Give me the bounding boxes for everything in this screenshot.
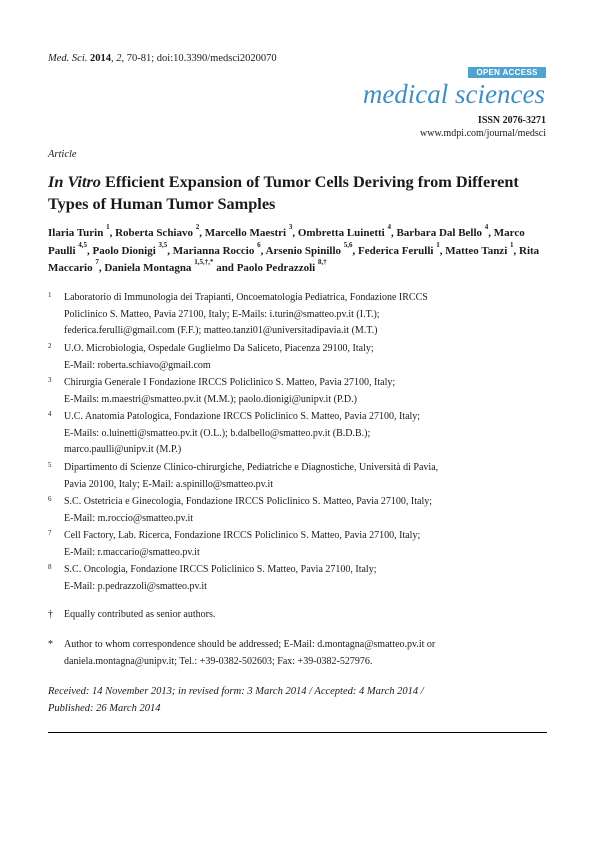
author-separator: ,: [167, 244, 173, 257]
correspondence-line: Author to whom correspondence should be addressed; E-Mail: d.montagna@smatteo.pv.it or: [64, 639, 436, 650]
author-name: Marco Paulli: [48, 227, 525, 257]
author-affiliation-mark: 1: [436, 240, 440, 249]
affiliation-line: Cell Factory, Lab. Ricerca, Fondazione IRCCS Policlinico S. Matteo, Pavia 27100, Italy;: [64, 530, 421, 541]
author-name: Matteo Tanzi: [445, 244, 508, 257]
journal-website-link[interactable]: www.mdpi.com/journal/medsci: [420, 128, 546, 139]
affiliation-line: Chirurgia Generale I Fondazione IRCCS Policlinico S. Matteo, Pavia 27100, Italy;: [64, 377, 396, 388]
affiliation-6: [48, 494, 548, 527]
author-affiliation-mark: 7: [95, 258, 99, 266]
author-name: Daniela Montagna: [104, 262, 192, 274]
affiliation-line: E-Mails: m.maestri@smatteo.pv.it (M.M.); paolo.dionigi@unipv.it (P.D.): [64, 393, 357, 405]
affiliation-line: marco.paulli@unipv.it (M.P.): [64, 444, 182, 456]
author-name: Paolo Pedrazzoli: [236, 262, 316, 274]
author-name: Marianna Roccio: [172, 244, 255, 257]
dagger-note-text: Equally contributed as senior authors.: [64, 609, 216, 620]
dagger-note: [48, 607, 548, 624]
author-affiliation-mark: 4,5: [78, 240, 88, 249]
author-separator: ,: [87, 244, 93, 257]
article-type: Article: [48, 149, 77, 160]
correspondence-note: [48, 637, 548, 670]
author-separator: ,: [98, 262, 105, 274]
affiliation-line: Laboratorio di Immunologia dei Trapianti, Oncoematologia Pediatrica, Fondazione IRCCS: [64, 292, 428, 303]
author-affiliation-mark: 1: [106, 223, 110, 231]
affiliation-7: [48, 528, 548, 561]
author-affiliation-mark: 4: [484, 223, 489, 231]
affiliation-line: federica.ferulli@gmail.com (F.F.); matteo.tanzi01@universitadipavia.it (M.T.): [64, 325, 378, 337]
dagger-symbol: †: [48, 609, 53, 620]
affiliation-number: 3: [48, 376, 52, 384]
citation-line: Med. Sci. 2014, 2, 70-81; doi:10.3390/medsci2020070: [48, 53, 277, 64]
affiliation-number: 4: [48, 410, 52, 418]
author-name: Ilaria Turin: [48, 227, 104, 239]
author-affiliation-mark: 2: [195, 223, 200, 231]
affiliation-number: 8: [48, 563, 52, 571]
author-separator: ,: [109, 227, 116, 239]
history-line: Published: 26 March 2014: [48, 703, 161, 714]
citation-year: 2014: [90, 53, 111, 64]
affiliation-1: [48, 290, 548, 340]
affiliation-3: [48, 375, 548, 408]
citation-pages-doi: , 70-81; doi:10.3390/medsci2020070: [121, 53, 277, 64]
affiliation-line: E-Mails: o.luinetti@smatteo.pv.it (O.L.); b.dalbello@smatteo.pv.it (B.D.B.);: [64, 427, 371, 439]
affiliation-line: Policlinico S. Matteo, Pavia 27100, Italy; E-Mails: i.turin@smatteo.pv.it (I.T.);: [64, 308, 380, 320]
author-name: Ombretta Luinetti: [297, 227, 385, 239]
author-affiliation-mark: 3: [288, 223, 293, 231]
star-symbol: *: [48, 639, 53, 650]
affiliation-line: S.C. Oncologia, Fondazione IRCCS Policlinico S. Matteo, Pavia 27100, Italy;: [64, 564, 377, 575]
affiliation-line: E-Mail: r.maccario@smatteo.pv.it: [64, 546, 200, 558]
divider-line: [48, 732, 547, 733]
author-separator: ,: [292, 227, 298, 239]
author-name: Rita Maccario: [48, 244, 540, 274]
affiliation-number: 7: [48, 529, 52, 537]
journal-name: medical sciences: [362, 79, 545, 109]
author-affiliation-mark: 6: [257, 240, 261, 249]
affiliation-number: 2: [48, 342, 52, 350]
publication-history: [48, 683, 548, 717]
author-name: Marcello Maestri: [204, 227, 287, 239]
author-affiliation-mark: 5,6: [343, 240, 353, 249]
correspondence-line: daniela.montagna@unipv.it; Tel.: +39-0382-502603; Fax: +39-0382-527976.: [64, 655, 373, 667]
author-name: Federica Ferulli: [358, 244, 434, 257]
citation-volume: 2: [116, 53, 122, 64]
affiliation-4: [48, 409, 548, 459]
author-name: Barbara Dal Bello: [396, 227, 483, 239]
affiliation-number: 1: [48, 291, 52, 299]
author-separator: ,: [199, 227, 205, 239]
open-access-badge: OPEN ACCESS: [468, 67, 546, 78]
affiliation-line: S.C. Ostetricia e Ginecologia, Fondazione IRCCS Policlinico S. Matteo, Pavia 27100, Italy;: [64, 496, 433, 507]
author-affiliation-mark: 3,5: [158, 240, 168, 249]
affiliation-line: E-Mail: roberta.schiavo@gmail.com: [64, 359, 211, 371]
affiliation-line: Pavia 20100, Italy; E-Mail: a.spinillo@smatteo.pv.it: [64, 478, 274, 490]
author-separator: ,: [352, 244, 359, 257]
author-name: Roberta Schiavo: [115, 227, 193, 239]
issn: ISSN 2076-3271: [477, 115, 546, 126]
author-affiliation-mark: 8,†: [317, 258, 327, 266]
affiliation-8: [48, 562, 548, 595]
affiliation-5: [48, 460, 548, 493]
affiliation-line: E-Mail: m.roccio@smatteo.pv.it: [64, 512, 194, 524]
affiliation-number: 5: [48, 461, 52, 469]
author-name: Paolo Dionigi: [92, 244, 156, 257]
author-affiliation-mark: 4: [387, 223, 391, 231]
history-line: Received: 14 November 2013; in revised form: 3 March 2014 / Accepted: 4 March 2014 /: [48, 686, 424, 697]
author-list: [48, 225, 548, 278]
author-affiliation-mark: 1: [510, 240, 514, 249]
article-title: [48, 171, 548, 215]
author-separator: ,: [390, 227, 397, 239]
author-separator: ,: [439, 244, 446, 257]
journal-abbrev: Med. Sci.: [48, 53, 88, 64]
affiliation-line: U.C. Anatomia Patologica, Fondazione IRCCS Policlinico S. Matteo, Pavia 27100, Italy;: [64, 411, 421, 422]
article-title-italic: In Vitro: [48, 172, 101, 191]
author-separator: ,: [488, 227, 494, 239]
author-separator: ,: [513, 244, 519, 257]
affiliation-line: E-Mail: p.pedrazzoli@smatteo.pv.it: [64, 580, 207, 592]
article-title-rest: Efficient Expansion of Tumor Cells Deriving from Different Types of Human Tumor Samples: [48, 172, 519, 213]
author-separator: ,: [260, 244, 266, 257]
affiliation-2: [48, 341, 548, 374]
affiliation-line: U.O. Microbiologia, Ospedale Guglielmo Da Saliceto, Piacenza 29100, Italy;: [64, 343, 374, 354]
affiliation-line: Dipartimento di Scienze Clinico-chirurgiche, Pediatriche e Diagnostiche, Università di Pavia,: [64, 462, 439, 473]
author-name: Arsenio Spinillo: [265, 244, 342, 257]
author-affiliation-mark: 1,5,†,*: [194, 258, 214, 266]
affiliation-number: 6: [48, 495, 52, 503]
author-separator: and: [213, 262, 237, 274]
